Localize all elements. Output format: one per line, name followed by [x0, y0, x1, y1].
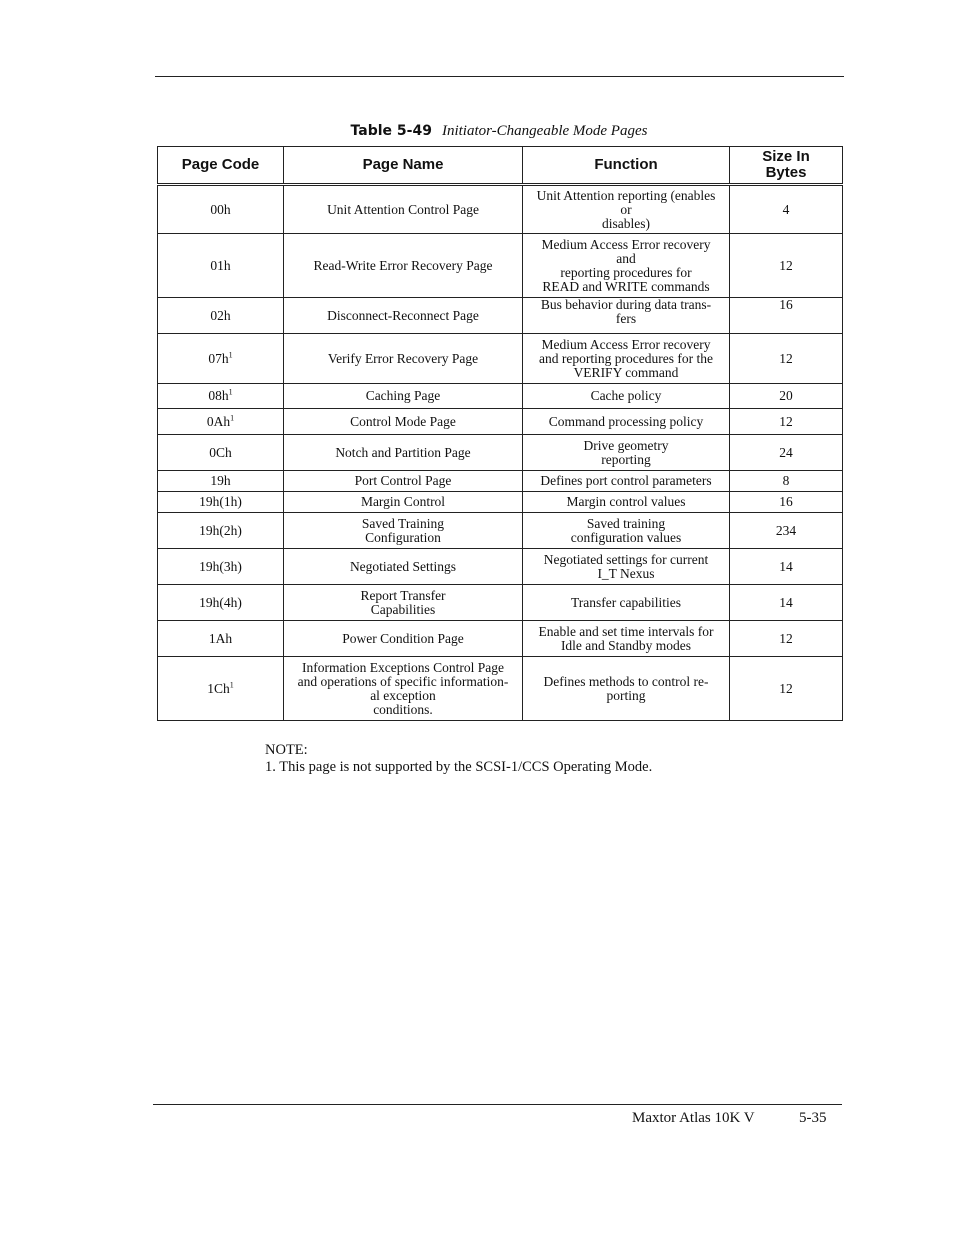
- table-row: [158, 334, 843, 384]
- table-row: [158, 657, 843, 721]
- page-code-text: 19h(4h): [199, 594, 242, 610]
- cell-page-code: [158, 549, 284, 585]
- table-body: [158, 185, 843, 721]
- table-row: [158, 585, 843, 621]
- cell-page-name: Caching Page: [284, 384, 523, 409]
- cell-size: 16: [730, 298, 843, 334]
- cell-page-name: Disconnect-Reconnect Page: [284, 298, 523, 334]
- page-code-text: 19h(3h): [199, 558, 242, 574]
- note-heading: NOTE:: [265, 742, 308, 758]
- table-row: [158, 513, 843, 549]
- cell-page-name: Notch and Partition Page: [284, 435, 523, 471]
- cell-size: 4: [730, 185, 843, 234]
- page-code-text: 01h: [210, 257, 231, 273]
- cell-function: Unit Attention reporting (enables or disables): [523, 185, 730, 234]
- cell-page-code: [158, 384, 284, 409]
- table-header-row: [158, 147, 843, 185]
- cell-size: 12: [730, 234, 843, 298]
- footnote-marker: 1: [228, 350, 233, 359]
- cell-page-code: [158, 298, 284, 334]
- cell-page-code: [158, 409, 284, 435]
- table-title: Initiator-Changeable Mode Pages: [441, 123, 648, 139]
- cell-function: Negotiated settings for current I_T Nexus: [523, 549, 730, 585]
- table-row: [158, 471, 843, 492]
- footer-page-number: 5-35: [799, 1110, 827, 1126]
- table-caption: [157, 123, 841, 140]
- cell-page-code: [158, 513, 284, 549]
- header-page-code: Page Code: [158, 147, 284, 185]
- footnote-marker: 1: [228, 387, 233, 397]
- cell-size: 234: [730, 513, 843, 549]
- cell-function: Cache policy: [523, 384, 730, 409]
- cell-size: 12: [730, 409, 843, 435]
- table-row: [158, 185, 843, 234]
- cell-size: 16: [730, 492, 843, 513]
- table-note: [265, 742, 652, 776]
- cell-page-code: [158, 585, 284, 621]
- cell-size: 24: [730, 435, 843, 471]
- cell-size: 12: [730, 657, 843, 721]
- cell-page-name: Port Control Page: [284, 471, 523, 492]
- page-code-text: 00h: [210, 201, 231, 217]
- cell-function: Medium Access Error recovery and reporting procedures for the VERIFY command: [523, 334, 730, 384]
- cell-function: Saved training configuration values: [523, 513, 730, 549]
- table-row: [158, 492, 843, 513]
- cell-page-code: [158, 435, 284, 471]
- page-code-text: 19h(2h): [199, 522, 242, 538]
- cell-size: 20: [730, 384, 843, 409]
- footnote-marker: 1: [229, 680, 234, 689]
- cell-page-name: Saved Training Configuration: [284, 513, 523, 549]
- cell-page-name: Read-Write Error Recovery Page: [284, 234, 523, 298]
- cell-size: 14: [730, 549, 843, 585]
- cell-function: Margin control values: [523, 492, 730, 513]
- page-code-text: 1Ch: [207, 680, 230, 696]
- cell-page-name: Control Mode Page: [284, 409, 523, 435]
- page-code-text: 0Ah: [206, 413, 231, 429]
- table-row: [158, 435, 843, 471]
- page-code-text: 07h: [208, 350, 229, 366]
- cell-size: 8: [730, 471, 843, 492]
- footnote-marker: 1: [230, 413, 235, 422]
- cell-function: Medium Access Error recovery and reporting procedures for READ and WRITE commands: [523, 234, 730, 298]
- header-function: Function: [523, 147, 730, 185]
- cell-page-name: Negotiated Settings: [284, 549, 523, 585]
- cell-function: Command processing policy: [523, 409, 730, 435]
- cell-page-code: [158, 657, 284, 721]
- page-code-text: 0Ch: [209, 444, 232, 460]
- header-page-name: Page Name: [284, 147, 523, 185]
- table-row: [158, 621, 843, 657]
- table-row: [158, 384, 843, 409]
- note-text: 1. This page is not supported by the SCSI-1/CCS Operating Mode.: [265, 759, 653, 775]
- cell-page-code: [158, 185, 284, 234]
- cell-page-code: [158, 471, 284, 492]
- cell-size: 12: [730, 334, 843, 384]
- mode-pages-table: [157, 146, 843, 721]
- table-number: Table 5-49: [350, 123, 432, 139]
- cell-page-code: [158, 492, 284, 513]
- page-code-text: 02h: [210, 307, 231, 323]
- table-row: [158, 409, 843, 435]
- page-code-text: 19h(1h): [199, 494, 242, 509]
- cell-function: Drive geometry reporting: [523, 435, 730, 471]
- table-row: [158, 234, 843, 298]
- cell-page-name: Verify Error Recovery Page: [284, 334, 523, 384]
- cell-function: Defines methods to control re- porting: [523, 657, 730, 721]
- cell-page-name: Information Exceptions Control Page and operations of specific information- al exception conditions.: [284, 657, 523, 721]
- header-size: Size In Bytes: [730, 147, 843, 185]
- cell-size: 12: [730, 621, 843, 657]
- footer-rule: [153, 1104, 842, 1105]
- header-rule: [155, 76, 844, 77]
- cell-page-code: [158, 234, 284, 298]
- cell-page-code: [158, 334, 284, 384]
- cell-function: Bus behavior during data trans- fers: [523, 298, 730, 334]
- footer-product: Maxtor Atlas 10K V: [632, 1110, 755, 1126]
- page-code-text: 1Ah: [208, 630, 233, 646]
- cell-page-name: Margin Control: [284, 492, 523, 513]
- cell-page-name: Power Condition Page: [284, 621, 523, 657]
- table-row: [158, 549, 843, 585]
- cell-function: Defines port control parameters: [523, 471, 730, 492]
- cell-page-code: [158, 621, 284, 657]
- table-row: [158, 298, 843, 334]
- page-code-text: 08h: [208, 388, 229, 403]
- page-code-text: 19h: [210, 473, 231, 488]
- cell-size: 14: [730, 585, 843, 621]
- cell-function: Enable and set time intervals for Idle and Standby modes: [523, 621, 730, 657]
- cell-page-name: Unit Attention Control Page: [284, 185, 523, 234]
- cell-function: Transfer capabilities: [523, 585, 730, 621]
- cell-page-name: Report Transfer Capabilities: [284, 585, 523, 621]
